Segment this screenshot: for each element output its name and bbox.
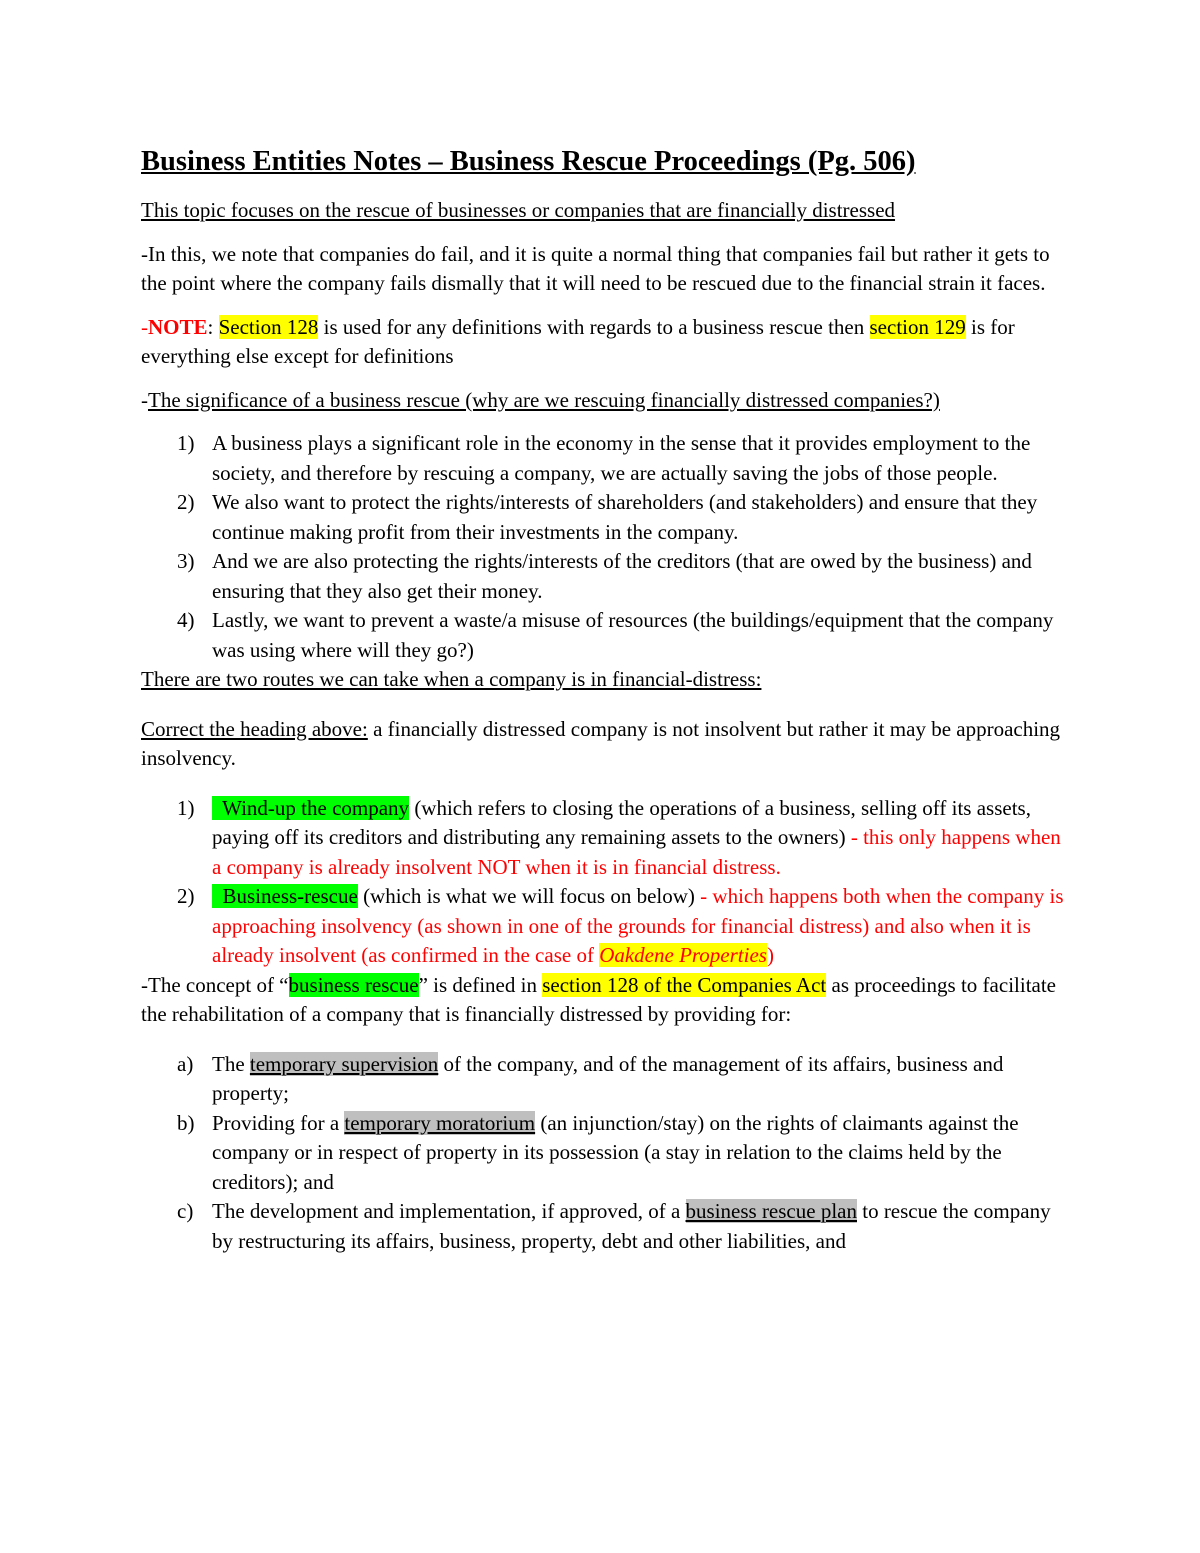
correct-heading-label: Correct the heading above: [141, 716, 368, 741]
concept-text-a: -The concept of “ [141, 972, 289, 997]
routes-heading: There are two routes we can take when a company is in financial-distress: [141, 667, 762, 691]
highlight-temporary-supervision: temporary supervision [249, 1051, 439, 1076]
note-middle-text: is used for any definitions with regards to a business rescue then [318, 314, 870, 339]
highlight-business-rescue-term: business rescue [288, 972, 419, 997]
routes-list [141, 794, 1070, 971]
provision-pre: The [212, 1051, 250, 1076]
provision-pre: The development and implementation, if approved, of a [212, 1199, 686, 1223]
significance-heading [141, 386, 1070, 416]
list-item [141, 1109, 1070, 1198]
correct-heading-paragraph [141, 715, 1070, 774]
list-item [141, 882, 1070, 971]
highlight-section-128: Section 128 [218, 314, 319, 339]
document-title: Business Entities Notes – Business Rescue Proceedings (Pg. 506) [141, 146, 916, 177]
route-close-paren: ) [766, 943, 774, 967]
highlight-wind-up: Wind-up the company [212, 795, 410, 820]
highlight-temporary-moratorium: temporary moratorium [344, 1110, 536, 1135]
list-item [141, 794, 1070, 883]
list-marker: 2) [177, 884, 195, 908]
note-paragraph [141, 313, 1070, 372]
highlight-business-rescue: Business-rescue [212, 884, 358, 908]
list-marker: 3) [177, 549, 195, 573]
concept-text-b: ” is defined in [418, 972, 543, 997]
list-item [141, 1050, 1070, 1109]
list-marker: 1) [177, 795, 195, 820]
concept-paragraph [141, 971, 1070, 1030]
list-item [141, 429, 1070, 488]
list-item-text: And we are also protecting the rights/interests of the creditors (that are owed by the business) and ensuring that they also get their money. [212, 549, 1032, 603]
note-colon: : [207, 314, 219, 339]
list-item [141, 606, 1070, 665]
provision-post: (an injunction/stay) on the rights of claimants against the company or in respect of property in its possession (a stay in relation to the claims held by the creditors); and [212, 1110, 1019, 1194]
list-item [141, 547, 1070, 606]
route-text: (which is what we will focus on below) [357, 884, 695, 908]
note-dash: - [141, 314, 148, 339]
reasons-list [141, 429, 1070, 665]
route-text: (which refers to closing the operations of a business, selling off its assets, paying off its creditors and distributing any remaining assets to the owners) [212, 795, 1031, 849]
provision-post: of the company, and of the management of its affairs, business and property; [212, 1051, 1004, 1105]
provision-pre: Providing for a [212, 1110, 345, 1135]
list-item-text: A business plays a significant role in the economy in the sense that it provides employment to the society, and therefore by rescuing a company, we are actually saving the jobs of those people. [212, 431, 1031, 485]
route-red-note: - this only happens when a company is already insolvent NOT when it is in financial distress. [212, 825, 1061, 879]
list-marker: 4) [177, 608, 195, 632]
case-name-oakdene: Oakdene Properties [599, 943, 767, 967]
provision-post: to rescue the company by restructuring its affairs, business, property, debt and other liabilities, and [212, 1199, 1051, 1253]
list-item [141, 488, 1070, 547]
note-label: NOTE [148, 314, 208, 339]
intro-line: This topic focuses on the rescue of businesses or companies that are financially distressed [141, 198, 896, 222]
list-item-text: We also want to protect the rights/interests of shareholders (and stakeholders) and ensure that they continue making profit from their investments in the company. [212, 490, 1038, 544]
list-item [141, 1197, 1070, 1256]
list-item-text: Lastly, we want to prevent a waste/a misuse of resources (the buildings/equipment that the company was using where will they go?) [212, 608, 1054, 662]
list-marker: 1) [177, 431, 195, 455]
correct-heading-text: a financially distressed company is not insolvent but rather it may be approaching insolvency. [141, 716, 1061, 770]
list-marker: a) [177, 1051, 194, 1076]
paragraph-companies-fail: -In this, we note that companies do fail, and it is quite a normal thing that companies fail but rather it gets to the point where the company fails dismally that it will need to be rescued due to the financial strain it faces. [141, 241, 1050, 295]
highlight-section-128-act: section 128 of the Companies Act [542, 972, 827, 997]
concept-text-c: as proceedings to facilitate the rehabilitation of a company that is financially distressed by providing for: [141, 972, 1057, 1026]
provisions-list [141, 1050, 1070, 1257]
highlight-section-129: section 129 [869, 314, 966, 339]
route-red-note: - which happens both when the company is approaching insolvency (as shown in one of the grounds for financial distress) and also when it is already insolvent (as confirmed in the case of [212, 884, 1064, 967]
significance-heading-text: The significance of a business rescue (why are we rescuing financially distressed companies?) [148, 387, 940, 412]
list-marker: 2) [177, 490, 195, 514]
highlight-business-rescue-plan: business rescue plan [685, 1199, 857, 1223]
list-marker: b) [177, 1110, 195, 1135]
list-marker: c) [177, 1199, 194, 1223]
note-end-text: is for everything else except for definitions [141, 314, 1015, 368]
significance-dash: - [141, 387, 148, 412]
